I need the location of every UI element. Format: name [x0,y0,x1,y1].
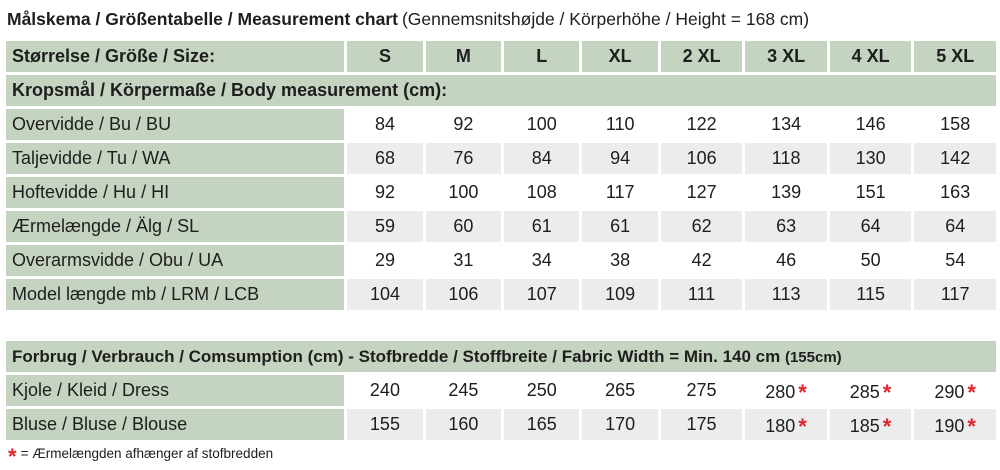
value-cell: 134 [745,109,827,140]
value-cell: 130 [830,143,912,174]
value-cell: 100 [426,177,501,208]
value-cell-starred [914,409,996,440]
value-cell: 92 [426,109,501,140]
consumption-header-row [6,341,996,372]
value-cell: 62 [661,211,743,242]
value-text: 185 [849,415,880,436]
row-label: Taljevidde / Tu / WA [6,143,344,174]
value-cell-starred [745,375,827,406]
value-cell: 122 [661,109,743,140]
value-cell-starred [830,375,912,406]
value-cell: 155 [347,409,422,440]
size-header-row [6,41,996,72]
size-header-cell: L [504,41,579,72]
value-cell: 139 [745,177,827,208]
size-header-cell: M [426,41,501,72]
table-row [6,109,996,140]
value-cell: 107 [504,279,579,310]
value-cell: 61 [582,211,657,242]
value-cell: 117 [582,177,657,208]
value-cell: 59 [347,211,422,242]
value-cell: 64 [830,211,912,242]
value-cell: 100 [504,109,579,140]
value-cell: 108 [504,177,579,208]
asterisk-icon: * [798,379,807,405]
value-cell: 29 [347,245,422,276]
value-cell: 46 [745,245,827,276]
size-header-cell: S [347,41,422,72]
value-cell: 160 [426,409,501,440]
value-text: 290 [934,381,965,402]
size-header-cell: XL [582,41,657,72]
value-text: 280 [765,381,796,402]
asterisk-icon: * [882,379,892,405]
size-header-cell: 4 XL [830,41,912,72]
value-cell: 42 [661,245,743,276]
size-header-label: Størrelse / Größe / Size: [6,41,344,72]
size-header-cell: 2 XL [661,41,743,72]
row-label: Ærmelængde / Älg / SL [6,211,344,242]
row-label: Overarmsvidde / Obu / UA [6,245,344,276]
consumption-label-extra: (155cm) [784,348,842,366]
value-cell: 275 [661,375,743,406]
value-cell: 113 [745,279,827,310]
value-cell: 60 [426,211,501,242]
value-cell: 110 [582,109,657,140]
value-cell: 118 [745,143,827,174]
value-cell: 151 [830,177,912,208]
value-cell: 111 [661,279,743,310]
table-row [6,279,996,310]
row-label: Bluse / Bluse / Blouse [6,409,344,440]
value-cell: 109 [582,279,657,310]
asterisk-icon: * [882,413,892,439]
value-cell: 84 [347,109,422,140]
measurement-table [3,38,999,313]
value-cell: 63 [745,211,827,242]
table-row [6,245,996,276]
body-section-label: Kropsmål / Körpermaße / Body measurement (cm): [6,75,996,106]
consumption-label-main: Forbrug / Verbrauch / Comsumption (cm) - Stofbredde / Stoffbreite / Fabric Width = Min. 140 cm [12,346,781,366]
row-label: Kjole / Kleid / Dress [6,375,344,406]
asterisk-icon: * [798,413,807,439]
value-cell: 245 [426,375,501,406]
value-cell: 104 [347,279,422,310]
value-cell: 68 [347,143,422,174]
footnote-text: = Ærmelængden afhænger af stofbredden [20,445,274,461]
value-cell: 106 [661,143,743,174]
value-cell-starred [745,409,827,440]
row-label: Model længde mb / LRM / LCB [6,279,344,310]
size-header-cell: 5 XL [914,41,996,72]
asterisk-icon: * [967,413,976,439]
footnote [8,440,274,469]
value-cell: 250 [504,375,579,406]
value-cell: 158 [914,109,996,140]
value-cell: 84 [504,143,579,174]
asterisk-icon: * [8,444,17,469]
value-cell: 175 [661,409,743,440]
value-cell: 54 [914,245,996,276]
chart-title [7,4,997,34]
value-cell: 94 [582,143,657,174]
table-row [6,177,996,208]
value-cell: 92 [347,177,422,208]
value-cell: 117 [914,279,996,310]
value-cell: 265 [582,375,657,406]
value-cell: 61 [504,211,579,242]
value-cell: 34 [504,245,579,276]
table-row [6,143,996,174]
consumption-table [3,338,999,443]
value-text: 190 [934,415,965,436]
size-header-cell: 3 XL [745,41,827,72]
value-cell-starred [914,375,996,406]
value-text: 285 [849,381,880,402]
table-row [6,375,996,406]
value-text: 180 [765,415,796,436]
value-cell: 50 [830,245,912,276]
value-cell: 170 [582,409,657,440]
asterisk-icon: * [967,379,976,405]
value-cell: 106 [426,279,501,310]
value-cell-starred [830,409,912,440]
value-cell: 115 [830,279,912,310]
chart-title-main: Målskema / Größentabelle / Measurement chart [7,8,398,29]
row-label: Overvidde / Bu / BU [6,109,344,140]
value-cell: 127 [661,177,743,208]
value-cell: 165 [504,409,579,440]
value-cell: 240 [347,375,422,406]
chart-title-subtitle: (Gennemsnitshøjde / Körperhöhe / Height = 168 cm) [401,8,810,29]
body-section-header-row [6,75,996,106]
value-cell: 163 [914,177,996,208]
table-row [6,409,996,440]
row-label: Hoftevidde / Hu / HI [6,177,344,208]
value-cell: 38 [582,245,657,276]
value-cell: 142 [914,143,996,174]
value-cell: 76 [426,143,501,174]
consumption-section-label [6,341,996,372]
value-cell: 146 [830,109,912,140]
table-row [6,211,996,242]
value-cell: 64 [914,211,996,242]
value-cell: 31 [426,245,501,276]
